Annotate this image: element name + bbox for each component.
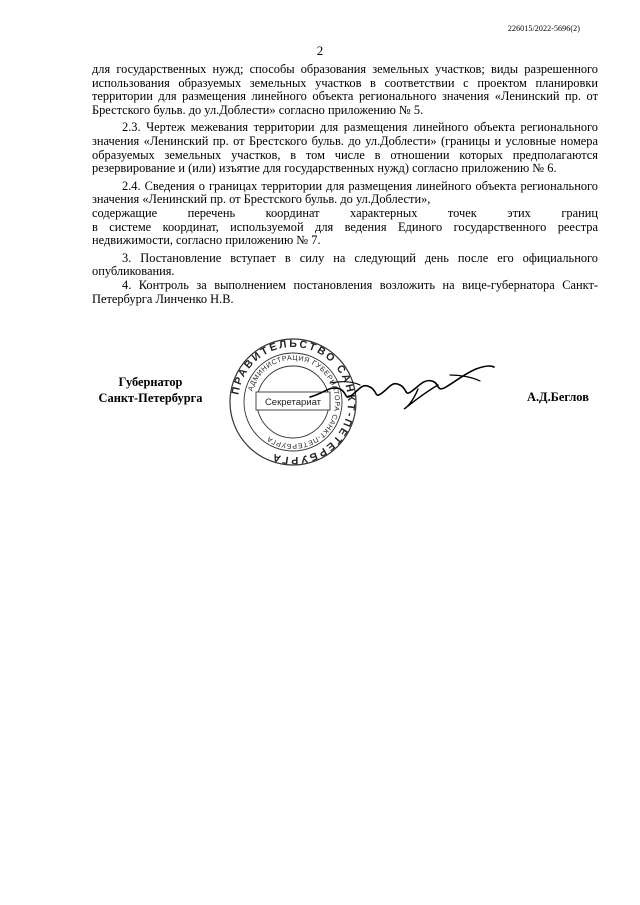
- paragraph-2-4-part1: 2.4. Сведения о границах территории для размещения линейного объекта регионального значения «Ленинский пр. от Брестского бульв. до ул.Доблести»,: [92, 178, 598, 207]
- paragraph-4: 4. Контроль за выполнением постановления возложить на вице-губернатора Санкт-Петербурга Линченко Н.В.: [92, 277, 598, 306]
- position-title: Губернатор: [118, 375, 183, 389]
- signatory-position: [93, 374, 208, 406]
- paragraph-2-4-end: в системе координат, используемой для ведения Единого государственного реестра недвижимости, согласно приложению № 7.: [92, 219, 598, 248]
- paragraph-3: 3. Постановление вступает в силу на следующий день после его официального опубликования.: [92, 250, 598, 279]
- page-number: 2: [316, 43, 324, 58]
- signatory-name: А.Д.Беглов: [527, 390, 589, 404]
- document-body: [92, 63, 598, 306]
- paragraph-continuation: для государственных нужд; способы образования земельных участков; виды разрешенного использования образуемых земельных участков в соответствии с проектом планировки территории для размещения линейного объекта регионального значения «Ленинский пр. от Брестского бульв. до ул.Доблести» согласно приложению № 5.: [92, 62, 598, 117]
- position-city: Санкт-Петербурга: [98, 391, 203, 405]
- stamp-inner-text: АДМИНИСТРАЦИЯ ГУБЕРНАТОРА САНКТ-ПЕТЕРБУРГА: [247, 354, 341, 450]
- paragraph-2-4-line: содержащие перечень координат характерных точек этих границ: [92, 205, 598, 220]
- paragraph-2-3: 2.3. Чертеж межевания территории для размещения линейного объекта регионального значения «Ленинский пр. от Брестского бульв. до ул.Доблести» (границы и условные номера образуемых земельных участков, в том числе в отношении которых предполагаются резервирование и (или) изъятие для государственных нужд) согласно приложению № 6.: [92, 120, 598, 176]
- stamp-outer-text: ПРАВИТЕЛЬСТВО САНКТ-ПЕТЕРБУРГА: [229, 337, 358, 467]
- handwritten-signature: [300, 345, 500, 415]
- document-number: 226015/2022-5696(2): [507, 24, 580, 33]
- paragraph-2-4: [92, 180, 598, 207]
- stamp-center-text: Секретариат: [264, 397, 322, 408]
